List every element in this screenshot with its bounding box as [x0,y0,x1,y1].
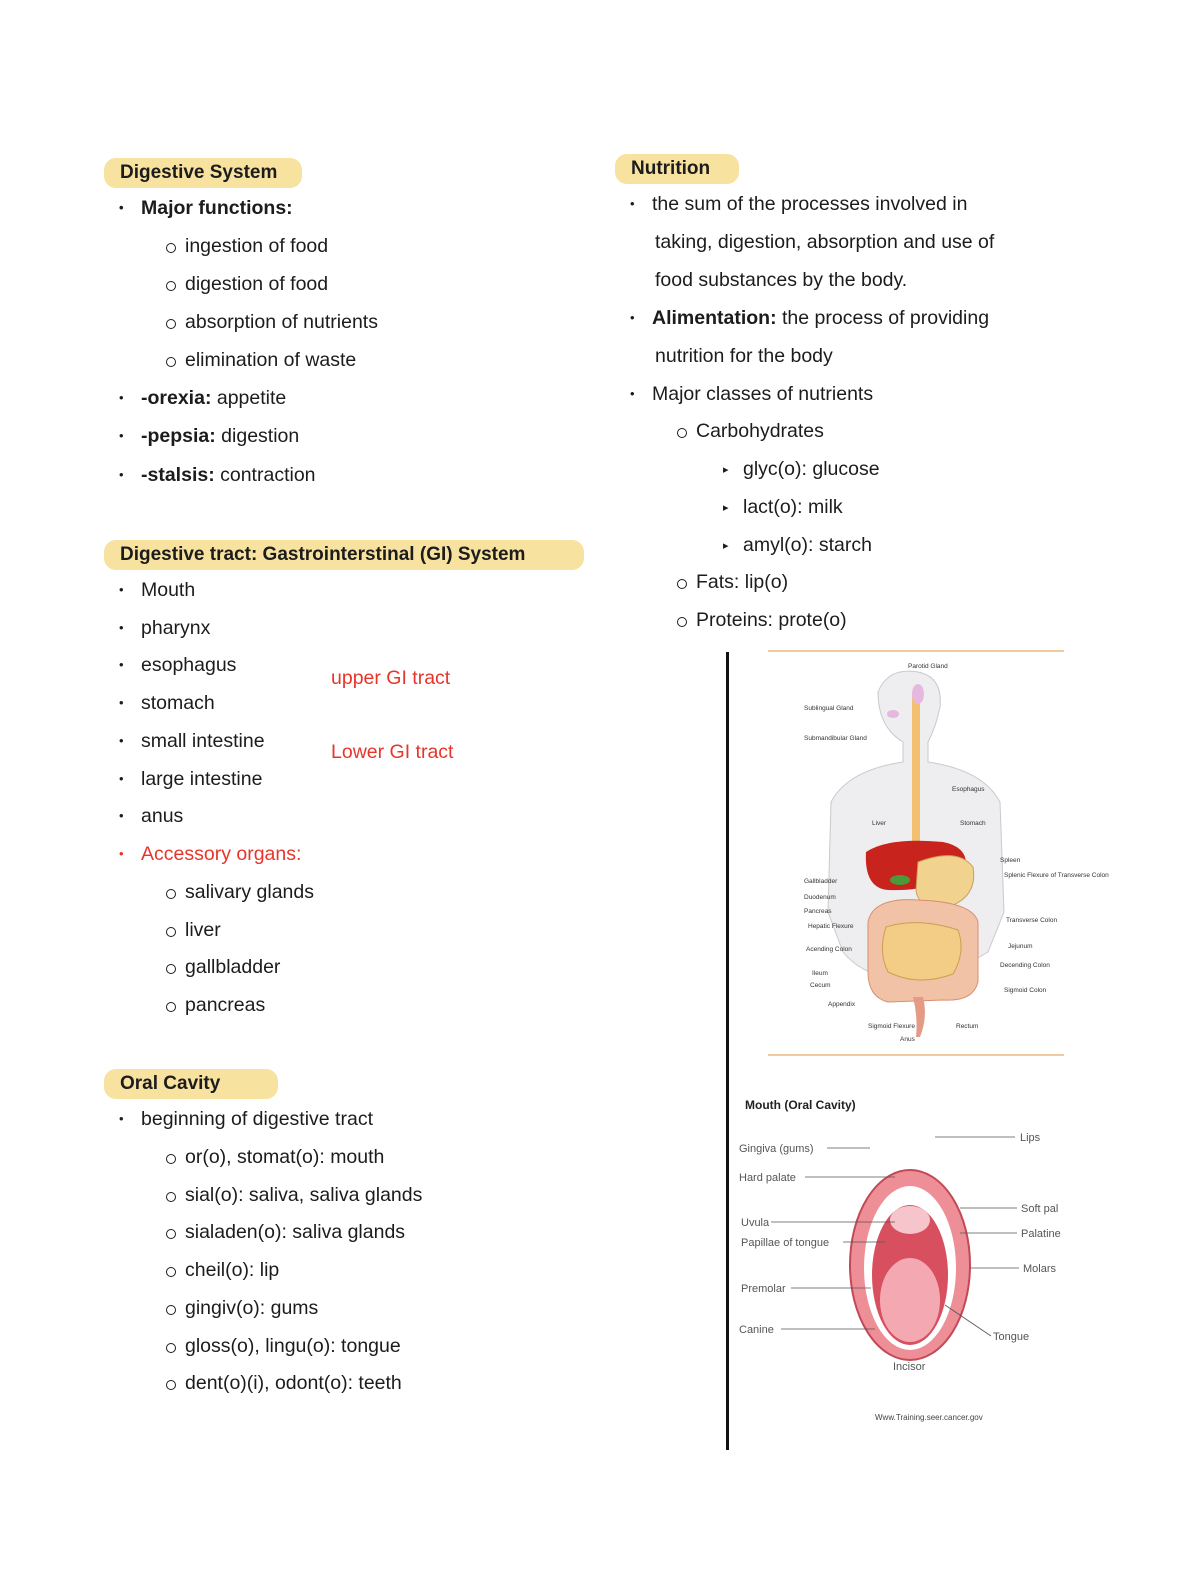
mouth-diagram [735,1090,1065,1435]
oral-item: dent(o)(i), odont(o): teeth [104,1371,402,1395]
digestive-system-figure [768,650,1109,1056]
label-decending: Decending Colon [1000,962,1050,969]
label-splenic: Splenic Flexure of Transverse Colon [1004,872,1109,879]
function-item: ingestion of food [104,234,328,258]
label-pancreas: Pancreas [804,908,832,915]
organ-item: • esophagus [104,653,236,677]
accessory-organs-label: • Accessory organs: [104,842,301,866]
label-duodenum: Duodenum [804,894,836,901]
vertical-divider [726,652,729,1450]
heading-nutrition: Nutrition [615,154,739,184]
nutrition-def-line: food substances by the body. [655,269,908,291]
heading-digestive-system: Digestive System [104,158,302,188]
upper-gi-note: upper GI tract [331,667,451,689]
label-transverse: Transverse Colon [1006,917,1058,924]
oral-item: sial(o): saliva, saliva glands [104,1183,422,1207]
label-palatine: Palatine [1021,1228,1061,1240]
accessory-item: salivary glands [104,880,314,904]
carb-item: ▸ lact(o): milk [615,495,843,519]
fats-item: Fats: lip(o) [615,570,788,594]
organ-item: • small intestine [104,729,265,753]
label-spleen: Spleen [1000,857,1021,864]
carb-item: ▸ amyl(o): starch [615,533,872,557]
alimentation-def: the process of providing [776,307,990,329]
organ-item: • large intestine [104,767,262,791]
label-hepatic: Hepatic Flexure [808,923,854,930]
label-ileum: Ileum [812,970,828,977]
term-stalsis [104,463,316,487]
label-appendix: Appendix [828,1001,856,1008]
label-sigmoid-flexure: Sigmoid Flexure [868,1023,915,1030]
heading-oral-cavity: Oral Cavity [104,1069,278,1099]
label-submandibular: Submandibular Gland [804,735,867,742]
classes-label: • Major classes of nutrients [615,382,873,406]
function-item: digestion of food [104,272,328,296]
label-liver: Liver [872,820,887,827]
label-rectum: Rectum [956,1023,979,1030]
organ-item: • stomach [104,691,215,715]
major-functions-label: • Major functions: [104,196,293,220]
mouth-credit: Www.Training.seer.cancer.gov [875,1413,983,1422]
label-anus: Anus [900,1036,915,1043]
term-word: -orexia: [141,387,212,409]
alimentation-line [615,306,989,330]
oral-item: cheil(o): lip [104,1258,279,1282]
label-sublingual: Sublingual Gland [804,705,854,712]
oral-item: gingiv(o): gums [104,1296,318,1320]
digestive-diagram [768,652,1109,1054]
term-def: digestion [215,425,300,447]
term-orexia [104,386,286,410]
label-hard-palate: Hard palate [739,1172,796,1184]
organ-item: • Mouth [104,578,195,602]
label-parotid: Parotid Gland [908,663,948,670]
label-molars: Molars [1023,1263,1057,1275]
carbohydrates-label: Carbohydrates [615,419,824,443]
function-item: absorption of nutrients [104,310,378,334]
accessory-item: pancreas [104,993,265,1017]
accessory-item: liver [104,918,221,942]
accessory-item: gallbladder [104,955,280,979]
label-cecum: Cecum [810,982,831,989]
carb-item: ▸ glyc(o): glucose [615,457,880,481]
label-gallbladder: Gallbladder [804,878,838,885]
label-esophagus: Esophagus [952,786,985,793]
nutrition-def-line: • the sum of the processes involved in [615,192,967,216]
lower-gi-note: Lower GI tract [331,741,454,763]
label-premolar: Premolar [741,1283,786,1295]
term-word: -stalsis: [141,464,215,486]
function-item: elimination of waste [104,348,356,372]
organ-item: • anus [104,804,183,828]
term-def: contraction [214,464,316,486]
oral-item: gloss(o), lingu(o): tongue [104,1334,401,1358]
label-sigmoid-colon: Sigmoid Colon [1004,987,1047,994]
mouth-figure-title: Mouth (Oral Cavity) [745,1098,856,1112]
oral-item: or(o), stomat(o): mouth [104,1145,384,1169]
label-gingiva: Gingiva (gums) [739,1143,814,1155]
label-canine: Canine [739,1324,774,1336]
term-word: -pepsia: [141,425,216,447]
label-uvula: Uvula [741,1217,770,1229]
oral-intro: • beginning of digestive tract [104,1107,373,1131]
alimentation-def-cont: nutrition for the body [655,345,833,367]
nutrition-def-line: taking, digestion, absorption and use of [655,231,995,253]
label-incisor: Incisor [893,1361,926,1373]
label-soft-palate: Soft pal [1021,1203,1059,1215]
label-papillae: Papillae of tongue [741,1237,830,1249]
alimentation-term: Alimentation: [652,307,777,329]
heading-gi-tract: Digestive tract: Gastrointerstinal (GI) System [104,540,584,570]
label-jejunum: Jejunum [1008,943,1033,950]
term-def: appetite [211,387,287,409]
label-lips: Lips [1020,1132,1041,1144]
proteins-item: Proteins: prote(o) [615,608,847,632]
oral-item: sialaden(o): saliva glands [104,1220,405,1244]
label-tongue: Tongue [993,1331,1030,1343]
mouth-figure [735,1090,1065,1435]
label-stomach: Stomach [960,820,986,827]
label-acending: Acending Colon [806,946,852,953]
term-pepsia [104,424,299,448]
organ-item: • pharynx [104,616,210,640]
